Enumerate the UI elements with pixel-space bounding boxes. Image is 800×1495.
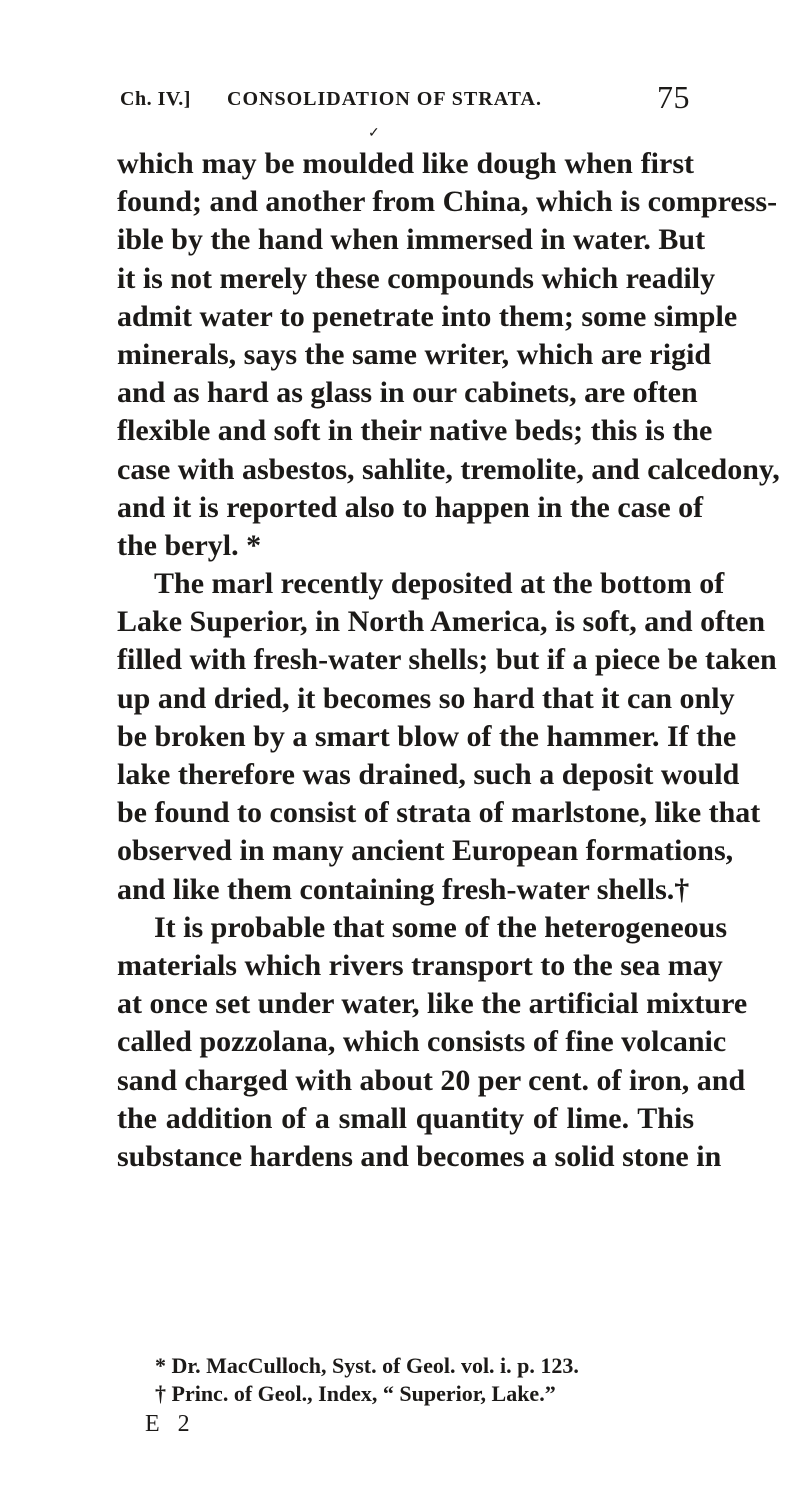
- text-line: which may be moulded like dough when first: [117, 147, 694, 180]
- page-number: 75: [657, 79, 690, 115]
- text-line: and as hard as glass in our cabinets, are often: [117, 376, 698, 410]
- text-line: it is not merely these compounds which readily: [117, 261, 716, 295]
- text-line: filled with fresh-water shells; but if a piece be taken: [117, 643, 777, 677]
- paragraph: [117, 565, 777, 909]
- text-line: lake therefore was drained, such a deposit would: [117, 758, 740, 791]
- text-line: found; and another from China, which is compress-: [117, 185, 778, 219]
- text-line: at once set under water, like the artificial mixture: [117, 987, 748, 1021]
- text-line: Lake Superior, in North America, is soft, and often: [117, 605, 766, 639]
- text-line: be broken by a smart blow of the hammer. If the: [117, 719, 737, 753]
- text-line: and it is reported also to happen in the case of: [117, 490, 704, 524]
- text-line: and like them containing fresh-water shells.†: [117, 872, 690, 906]
- text-line: flexible and soft in their native beds; this is the: [117, 414, 713, 448]
- text-line: be found to consist of strata of marlstone, like that: [117, 796, 761, 830]
- text-line: called pozzolana, which consists of fine volcanic: [117, 1025, 727, 1059]
- running-title: CONSOLIDATION OF STRATA.: [227, 88, 542, 110]
- paragraph: [117, 145, 780, 565]
- text-line: ible by the hand when immersed in water. But: [117, 223, 706, 257]
- paragraph: [117, 909, 748, 1176]
- text-line: the beryl. *: [117, 528, 262, 562]
- text-line: case with asbestos, sahlite, tremolite, and calcedony,: [117, 452, 780, 486]
- chapter-label: Ch. IV.]: [120, 88, 191, 110]
- printer-mark: ✓: [368, 126, 380, 141]
- text-line: The marl recently deposited at the bottom of: [154, 567, 725, 601]
- text-line: up and dried, it becomes so hard that it can only: [117, 681, 735, 715]
- text-line: the addition of a small quantity of lime. This: [117, 1101, 694, 1135]
- footnote: * Dr. MacCulloch, Syst. of Geol. vol. i. p. 123.: [155, 1353, 579, 1378]
- body-text: [117, 145, 780, 1176]
- text-line: substance hardens and becomes a solid stone in: [117, 1139, 722, 1173]
- footnote: † Princ. of Geol., Index, “ Superior, Lake.”: [155, 1381, 556, 1406]
- text-line: sand charged with about 20 per cent. of iron, and: [117, 1063, 746, 1097]
- footnotes: [155, 1352, 675, 1408]
- text-line: observed in many ancient European formations,: [117, 834, 734, 868]
- text-line: admit water to penetrate into them; some simple: [117, 299, 738, 333]
- text-line: It is probable that some of the heterogeneous: [154, 910, 728, 944]
- running-header: [120, 79, 690, 118]
- printer-signature: E 2: [145, 1411, 196, 1437]
- text-line: minerals, says the same writer, which are rigid: [117, 337, 712, 371]
- text-line: materials which rivers transport to the sea may: [117, 948, 723, 982]
